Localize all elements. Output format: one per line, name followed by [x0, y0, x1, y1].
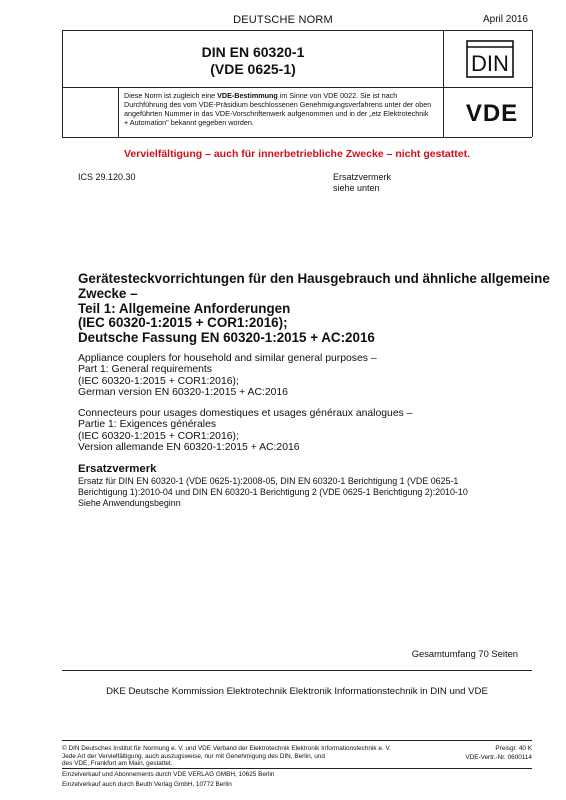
sales-rule [62, 768, 532, 769]
title-english-line: (IEC 60320-1:2015 + COR1:2016); [78, 375, 239, 387]
din-logo [466, 40, 514, 78]
note-left-divider [118, 87, 119, 137]
sales-beuth-verlag: Einzelverkauf auch durch Beuth Verlag GmbH, 10772 Berlin [62, 781, 232, 788]
title-german-line: Deutsche Fassung EN 60320-1:2015 + AC:2016 [78, 330, 375, 346]
replacement-heading: Ersatzvermerk [78, 463, 157, 475]
price-group: Preisgr. 40 K [495, 745, 532, 752]
title-german [78, 271, 550, 346]
replacement-line: Berichtigung 1):2010-04 und DIN EN 60320-1 Berichtigung 2 (VDE 0625-1 Berichtigung 2):2010-10 [78, 487, 468, 497]
vde-note-post: im Sinne von VDE 0022. Sie ist nach Durchführung des vom VDE-Präsidium beschlossenen Genehmigungsverfahrens unter der oben angeführten Nummer in das VDE-Vorschriftenwerk aufgenommen und in der „etz Elektrotechnik + Automation" bekannt gegeben worden. [124, 91, 432, 127]
title-french [78, 408, 528, 454]
note-top-rule [62, 87, 532, 88]
title-english-line: Appliance couplers for household and similar general purposes – [78, 353, 377, 364]
title-english [78, 353, 528, 399]
replacement-body [78, 476, 530, 509]
vde-classification: (VDE 0625-1) [210, 61, 296, 77]
total-pages: Gesamtumfang 70 Seiten [411, 648, 518, 659]
footer-rule [62, 740, 532, 741]
reproduction-warning: Vervielfältigung – auch für innerbetriebliche Zwecke – nicht gestattet. [123, 148, 470, 160]
replacement-note-label: Ersatzvermerk [333, 172, 392, 182]
dke-top-rule [62, 670, 532, 671]
title-german-line: (IEC 60320-1:2015 + COR1:2016); [78, 315, 288, 331]
header-title: DEUTSCHE NORM [233, 14, 333, 26]
publication-date: April 2016 [482, 14, 528, 25]
title-english-line: German version EN 60320-1:2015 + AC:2016 [78, 387, 288, 399]
vde-note-bold: VDE-Bestimmung [217, 91, 278, 100]
standard-number: DIN EN 60320-1 [201, 44, 305, 60]
vde-logo [452, 99, 532, 125]
title-french-line: Version allemande EN 60320-1:2015 + AC:2016 [78, 442, 300, 454]
copyright-notice [62, 745, 462, 768]
title-french-line: Connecteurs pour usages domestiques et usages généraux analogues – [78, 408, 413, 419]
din-logo-text: DIN [471, 51, 509, 76]
title-french-line: (IEC 60320-1:2015 + COR1:2016); [78, 430, 239, 442]
copyright-line: des VDE, Frankfurt am Main, gestattet. [62, 760, 173, 768]
replacement-note-ref: siehe unten [333, 183, 380, 193]
note-bottom-rule [62, 137, 532, 138]
header-rule [62, 30, 532, 31]
title-french-line: Partie 1: Exigences générales [78, 419, 217, 431]
replacement-line: Ersatz für DIN EN 60320-1 (VDE 0625-1):2008-05, DIN EN 60320-1 Berichtigung 1 (VDE 0625-1 [78, 476, 459, 486]
dke-committee: DKE Deutsche Kommission Elektrotechnik Elektronik Informationstechnik in DIN und VDE [106, 686, 488, 697]
vde-note-pre: Diese Norm ist zugleich eine [124, 91, 218, 100]
replacement-line: Siehe Anwendungsbeginn [78, 498, 181, 508]
vde-logo-text: VDE [465, 100, 519, 125]
title-english-line: Part 1: General requirements [78, 364, 212, 376]
vde-note [124, 91, 434, 127]
title-german-line: Teil 1: Allgemeine Anforderungen [78, 300, 291, 316]
ics-code: ICS 29.120.30 [78, 172, 136, 182]
title-german-line: Gerätesteckvorrichtungen für den Hausgebrauch und ähnliche allgemeine [78, 271, 550, 286]
copyright-line: Jede Art der Vervielfältigung, auch auszugsweise, nur mit Genehmigung des DIN, Berlin, und [62, 752, 325, 760]
sales-vde-verlag: Einzelverkauf und Abonnements durch VDE VERLAG GMBH, 10625 Berlin [62, 771, 275, 778]
right-frame-line [532, 30, 533, 137]
copyright-line: © DIN Deutsches Institut für Normung e. V. und VDE Verband der Elektrotechnik Elektronik Informationstechnik e. V. [62, 745, 391, 752]
title-german-line: Zwecke – [78, 285, 138, 301]
vde-order-number: VDE-Vertr.-Nr. 0600114 [465, 754, 532, 761]
